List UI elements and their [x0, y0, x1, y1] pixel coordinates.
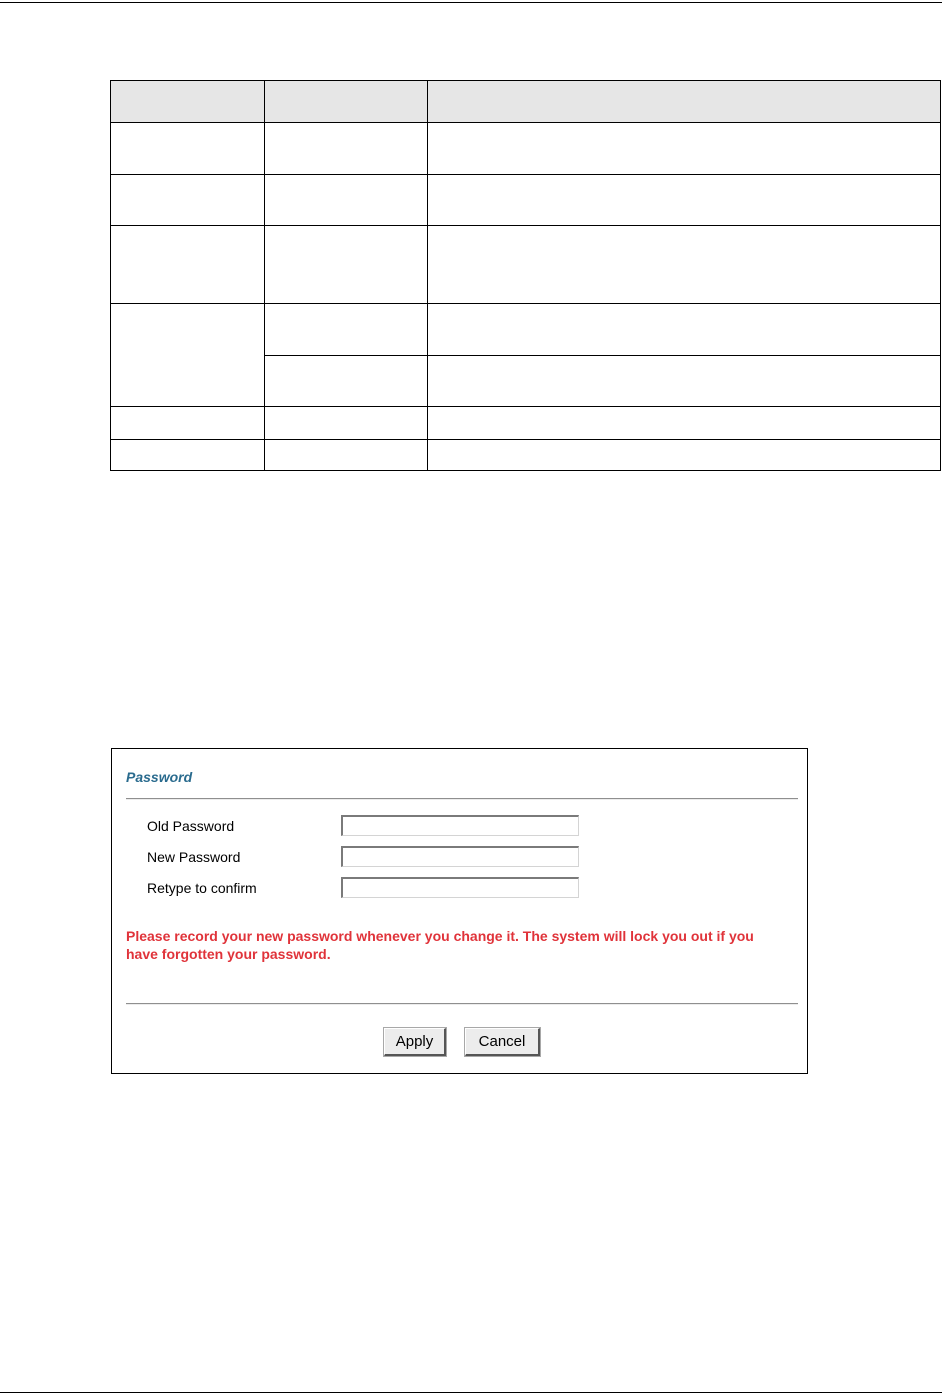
table-cell — [265, 304, 428, 356]
cancel-button[interactable]: Cancel — [465, 1028, 540, 1056]
table-cell-merged — [111, 304, 265, 407]
table-header-cell — [111, 81, 265, 123]
table-row — [111, 407, 941, 439]
password-warning-text: Please record your new password whenever you change it. The system will lock you out if you have forgotten your password. — [126, 928, 754, 962]
old-password-label: Old Password — [147, 818, 235, 834]
table-cell — [111, 407, 265, 439]
table-cell — [428, 407, 941, 439]
table-cell — [428, 304, 941, 356]
table-row — [111, 174, 941, 226]
new-password-field[interactable] — [341, 846, 579, 867]
table-header-cell — [265, 81, 428, 123]
table-cell — [428, 355, 941, 407]
table-cell — [265, 123, 428, 175]
old-password-field[interactable] — [341, 815, 579, 836]
table-cell — [265, 355, 428, 407]
table-cell — [111, 174, 265, 226]
table-header-cell — [428, 81, 941, 123]
table-cell — [111, 226, 265, 304]
apply-button[interactable]: Apply — [384, 1028, 446, 1056]
table-cell — [111, 439, 265, 470]
table-header-row — [111, 81, 941, 123]
table-row — [111, 123, 941, 175]
password-screen-figure — [111, 748, 808, 1074]
page-footer-rule — [0, 1392, 942, 1393]
retype-confirm-field[interactable] — [341, 877, 579, 898]
button-divider — [126, 1003, 798, 1005]
table-cell — [265, 439, 428, 470]
table-row — [111, 304, 941, 356]
retype-confirm-label: Retype to confirm — [147, 880, 257, 896]
reference-table — [110, 80, 941, 471]
table-row — [111, 439, 941, 470]
table-cell — [428, 439, 941, 470]
table-cell — [111, 123, 265, 175]
title-divider — [126, 798, 798, 800]
page-header-rule — [0, 2, 942, 3]
table-cell — [428, 174, 941, 226]
table-cell — [265, 174, 428, 226]
table-cell — [428, 226, 941, 304]
table-cell — [265, 407, 428, 439]
table-cell — [265, 226, 428, 304]
table-cell — [428, 123, 941, 175]
new-password-label: New Password — [147, 849, 241, 865]
panel-title: Password — [126, 769, 193, 785]
table-row — [111, 226, 941, 304]
